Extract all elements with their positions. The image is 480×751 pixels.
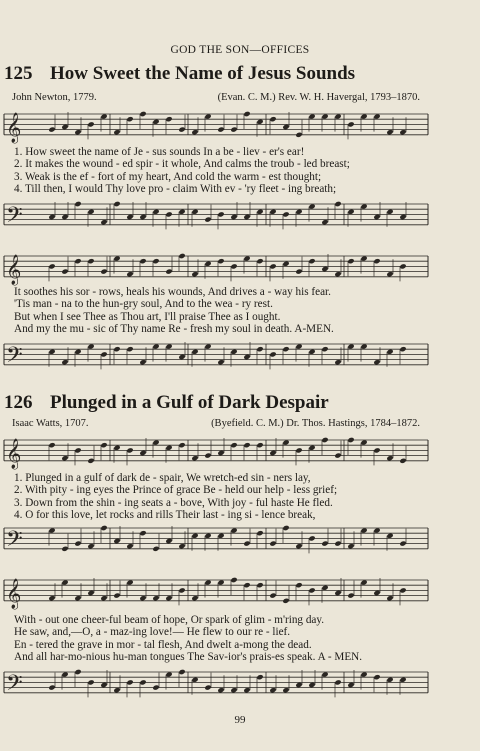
hymn-number: 126 [4, 392, 33, 413]
verse-line: It soothes his sor - rows, heals his wounds, And drives a - way his fear. [14, 286, 331, 298]
verse-line: 1. Plunged in a gulf of dark de - spair, We wretch-ed sin - ners lay, [14, 472, 311, 484]
music-staff [0, 572, 480, 612]
hymn-number: 125 [4, 63, 33, 84]
section-header: GOD THE SON—OFFICES [170, 44, 310, 56]
verse-block [14, 614, 432, 663]
hymn-author: Isaac Watts, 1707. [12, 418, 89, 429]
verse-line: With - out one cheer-ful beam of hope, Or spark of glim - m'ring day. [14, 614, 325, 626]
hymn-title-text: Plunged in a Gulf of Dark Despair [50, 392, 329, 413]
music-staff [0, 520, 480, 560]
verse-line: But when I see Thee as Thou art, I'll praise Thee as I ought. [14, 310, 281, 323]
music-staff [0, 248, 480, 288]
music-staff [0, 196, 480, 236]
svg-text:𝄢: 𝄢 [6, 342, 23, 373]
verse-line: 2. With pity - ing eyes the Prince of grace Be - held our help - less grief; [14, 484, 338, 497]
hymn-title [4, 63, 355, 85]
verse-line: And all har-mo-nious hu-man tongues The Sav-ior's prais-es speak. A - MEN. [14, 650, 363, 663]
verse-line: And my the mu - sic of Thy name Re - fresh my soul in death. A-MEN. [14, 322, 334, 335]
verse-block [14, 146, 432, 195]
svg-text:𝄞: 𝄞 [6, 112, 22, 143]
hymn-tune: (Evan. C. M.) Rev. W. H. Havergal, 1793–1870. [217, 92, 420, 103]
verse-block [14, 472, 432, 521]
svg-text:𝄞: 𝄞 [6, 254, 22, 285]
svg-text:𝄢: 𝄢 [6, 670, 23, 701]
hymn-title-text: How Sweet the Name of Jesus Sounds [50, 63, 356, 84]
hymn-tune: (Byefield. C. M.) Dr. Thos. Hastings, 1784–1872. [211, 418, 420, 429]
music-staff [0, 664, 480, 704]
hymn-title [4, 392, 329, 414]
verse-line: He saw, and,—O, a - maz-ing love!— He flew to our re - lief. [14, 626, 291, 639]
svg-text:𝄞: 𝄞 [6, 438, 22, 469]
svg-text:𝄢: 𝄢 [6, 202, 23, 233]
hymn-author: John Newton, 1779. [12, 92, 97, 103]
hymn-credits [12, 418, 420, 429]
svg-text:𝄞: 𝄞 [6, 578, 22, 609]
hymn-credits [12, 92, 420, 103]
verse-block [14, 286, 432, 335]
svg-text:𝄢: 𝄢 [6, 526, 23, 557]
music-staff [0, 336, 480, 376]
verse-line: 'Tis man - na to the hun-gry soul, And to the wea - ry rest. [14, 298, 273, 311]
verse-line: 2. It makes the wound - ed spir - it whole, And calms the troub - led breast; [14, 158, 350, 171]
verse-line: 3. Down from the shin - ing seats a - bove, With joy - ful haste He fled. [14, 496, 333, 509]
music-staff [0, 106, 480, 146]
verse-line: 4. O for this love, let rocks and rills Their last - ing si - lence break, [14, 508, 316, 521]
page-number: 99 [234, 714, 246, 726]
verse-line: 4. Till then, I would Thy love pro - claim With ev - 'ry fleet - ing breath; [14, 182, 337, 195]
verse-line: En - tered the grave in mor - tal flesh, And dwelt a-mong the dead. [14, 638, 312, 651]
verse-line: 3. Weak is the ef - fort of my heart, And cold the warm - est thought; [14, 170, 322, 183]
verse-line: 1. How sweet the name of Je - sus sounds In a be - liev - er's ear! [14, 146, 305, 158]
music-staff [0, 432, 480, 472]
